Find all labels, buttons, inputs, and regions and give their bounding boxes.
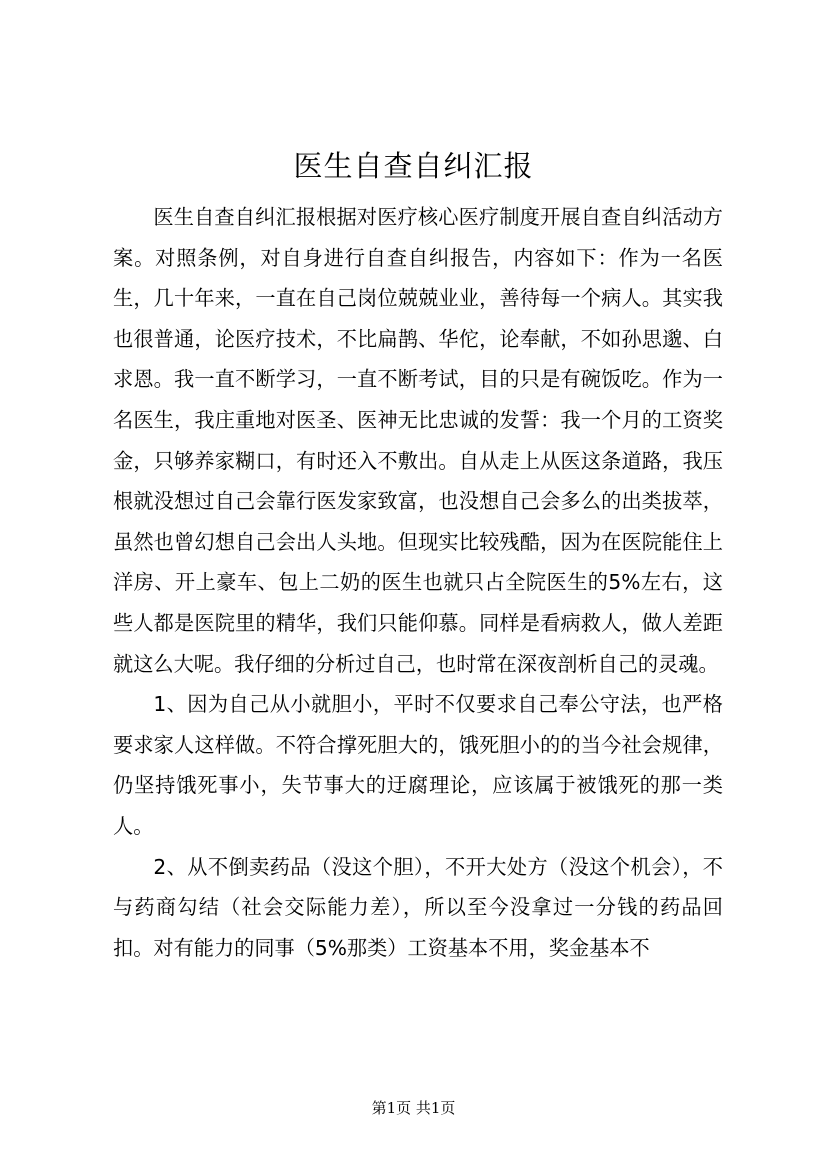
page-footer: 第1页 共1页 [371,1099,456,1117]
document-title: 医生自查自纠汇报 [293,149,534,183]
paragraph-item-1: 1、因为自己从小就胆小，平时不仅要求自己奉公守法，也严格要求家人这样做。不符合撑死胆大的，饿死胆小的的当今社会规律，仍坚持饿死事小，失节事大的迂腐理论，应该属于被饿死的那一类人。 [113,692,723,838]
paragraph-intro: 医生自查自纠汇报根据对医疗核心医疗制度开展自查自纠活动方案。对照条例，对自身进行自查自纠报告，内容如下：作为一名医生，几十年来，一直在自己岗位兢兢业业，善待每一个病人。其实我也很普通，论医疗技术，不比扁鹊、华佗，论奉献，不如孙思邈、白求恩。我一直不断学习，一直不断考试，目的只是有碗饭吃。作为一名医生，我庄重地对医圣、医神无比忠诚的发誓：我一个月的工资奖金，只够养家糊口，有时还入不敷出。自从走上从医这条道路，我压根就没想过自己会靠行医发家致富，也没想自己会多么的出类拔萃，虽然也曾幻想自己会出人头地。但现实比较残酷，因为在医院能住上洋房、开上豪车、包上二奶的医生也就只占全院医生的5%左右，这些人都是医院里的精华，我们只能仰慕。同样是看病救人，做人差距就这么大呢。我仔细的分析过自己，也时常在深夜剖析自己的灵魂。 [113,205,723,676]
paragraph-item-2: 2、从不倒卖药品（没这个胆），不开大处方（没这个机会），不与药商勾结（社会交际能力差），所以至今没拿过一分钱的药品回扣。对有能力的同事（5%那类）工资基本不用，奖金基本不 [113,854,723,960]
document-body [113,197,723,968]
